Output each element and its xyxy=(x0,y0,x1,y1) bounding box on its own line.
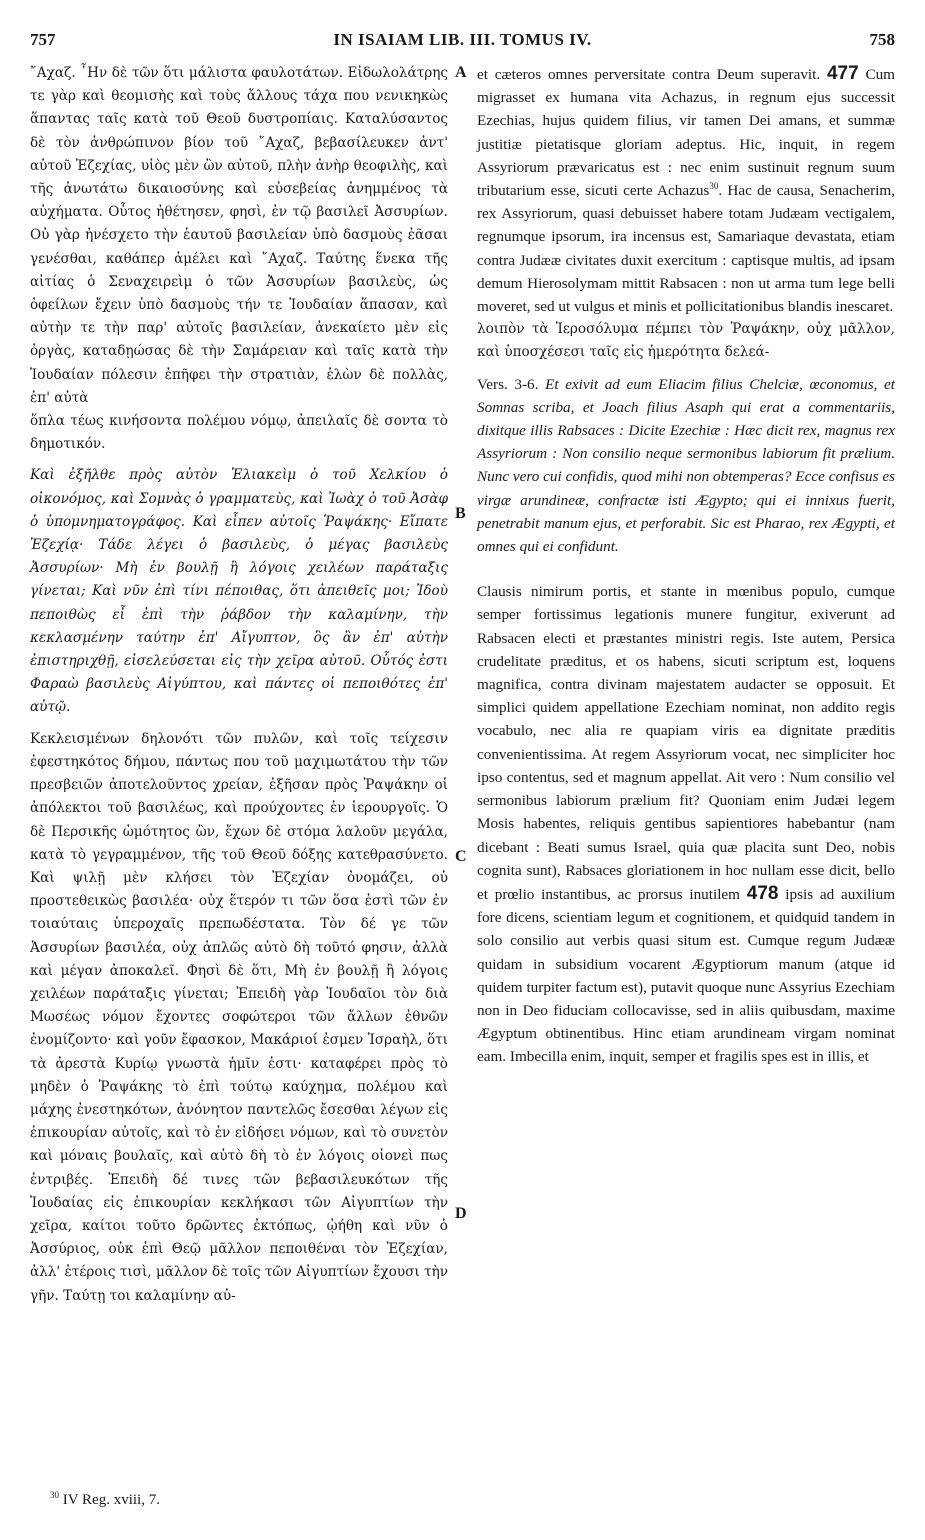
latin-commentary-end: ipsis ad auxilium fore dicens, scientiam legum et cognitionem, et quidquid tandem in solo consilio aut verbis quasi situm est. Cumque regum Judææ quidam in subsidium vocarent Ægyptiorum manum (atque id quidem turpiter factum est), putavit quoque nunc Assyrius Ezechiam non in Deo fiduciam collocavisse, sed in aliis quibusdam, maxime Ægyptum obtinentibus. Hinc etiam arundineam virgam nominat eam. Imbecilla enim, inquit, semper et fragilis spes est in illis, et xyxy=(477,885,896,1066)
footnote-mark: 30 xyxy=(50,1490,59,1500)
latin-paragraph-1-middle: Cum migrasset ex humana vita Achazus, in regnum ejus successit Ezechias, hujus quidem filius, vir tamen Dei amans, et summæ justitiæ pietatisque gloriam adeptus. Hic, inquit, in regem Assyriorum prævaricatus est : nec enim sustinuit regnum suum tributarium esse, sicuti certe Achazus xyxy=(477,66,895,200)
greek-paragraph-1: ῎Αχαζ. ῏Ην δὲ τῶν ὅτι μάλιστα φαυλοτάτων. Εἰδωλολάτρης τε γὰρ καὶ θεομισὴς καὶ τοὺς ἄλλους τάχα που νενικηκὼς ἅπαντας ταῖς κατὰ τοῦ Θεοῦ δυστροπίαις. Καταλύσαντος δὲ τὸν ἀνθρώπινον βίον τοῦ ῎Αχαζ, βεβασίλευκεν ἀντ' αὐτοῦ Ἐζεχίας, υἱὸς μὲν ὢν αὐτοῦ, πλὴν ἀνὴρ θεοφιλὴς, καὶ τῆς ἀνωτάτω δικαιοσύνης καὶ εὐσεβείας ἀνημμένος τὰ αὐχήματα. Οὗτος ἠθέτησεν, φησὶ, ἐν τῷ βασιλεῖ Ἀσσυρίων. Οὐ γὰρ ἠνέσχετο τὴν ἑαυτοῦ βασιλείαν ὑπὸ δασμοὺς ἐᾶσαι γενέσθαι, καθάπερ ἀμέλει καὶ ῎Αχαζ. Ταύτης ἕνεκα τῆς αἰτίας ὁ Σεναχειρεὶμ ὁ τῶν Ἀσσυρίων βασιλεὺς, ὡς ὀφείλων ἔχειν ὑπὸ δασμοὺς τήν τε Ἰουδαίαν ἅπασαν, καὶ αὐτὴν τε τὴν παρ' αὐτοῖς βασιλείαν, ἀνεκαίετο μὲν εἰς ὀργὰς, καταδῃώσας δὲ τὴν Σαμάρειαν καὶ ταῖς κατὰ τὴν Ἰουδαίαν πόλεσιν ἐπῆφει τὴν στρατιὰν, ἑλὼν δὲ πολλὰς, ἐπ' αὐτὰ xyxy=(30,65,448,406)
section-marker-c: C xyxy=(455,848,467,865)
column-number-478: 478 xyxy=(746,882,779,904)
column-number-477: 477 xyxy=(826,63,859,84)
latin-column xyxy=(477,62,895,1069)
greek-commentary: Κεκλεισμένων δηλονότι τῶν πυλῶν, καὶ τοῖς τείχεσιν ἐφεστηκότος δήμου, πάντως που τοῦ μαχιμωτάτου τὴν τῶν πρεσβειῶν ἀποτελοῦντος χρείαν, ἐξῆσαν πρὸς Ῥαψάκην οἱ ἀπόλεκτοι τοῦ βασιλέως, καὶ προύχοντες ἐν ἱερουργοῖς. Ὁ δὲ Περσικῆς ὠμότητος ὢν, ἔχων δὲ στόμα λαλοῦν μεγάλα, κατὰ τὸ γεγραμμένον, τῆς τοῦ Θεοῦ δόξης κατεθρασύνετο. Καὶ ψιλῇ μὲν κλήσει τὸν Ἐζεχίαν ὀνομάζει, οὐ προστεθεικὼς βασιλέα· οὐχ ἕτερόν τι τῶν ὅσα ἐστὶ τῶν ἐν τοιαύταις ὑπεροχαῖς πρεπωδέστατα. Τὸν δέ γε τῶν Ἀσσυρίων βασιλέα, οὐχ ἁπλῶς αὐτὸ δὴ τοῦτό φησιν, ἀλλὰ καὶ μέγαν ἀποκαλεῖ. Φησὶ δὲ ὅτι, Μὴ ἐν βουλῇ ἢ λόγοις χειλέων παράταξις γίνεται; Ἐπειδὴ γὰρ Ἰουδαῖοι τὸν διὰ Μωσέως νόμον ἔχοντες σοφώτεροι τῶν ἄλλων ἐθνῶν ἐνομίζοντο· καὶ γοῦν ἔφασκον, Μακάριοί ἐσμεν Ἰσραὴλ, ὅτι τὰ ἀρεστὰ Κυρίῳ γνωστὰ ἡμῖν ἐστι· καταφέρει πρὸς τὸ μηδὲν ὁ Ῥαψάκης τὸ ἐπὶ τούτῳ καύχημα, πολέμου καὶ μάχης ἐνεστηκότων, ἀνόνητον παντελῶς ἔσεσθαι λέγων εἰς ἐπικουρίαν αὐτοῖς, καὶ τὸ ἐν εἰδήσει νόμων, καὶ τὸ συνετὸν καὶ μόναις βουλαῖς, καὶ αὐτὸ δὴ τὸ ἐν λόγοις οἱονεὶ πως ἐντριβές. Ἐπειδὴ δέ τινες τῶν βεβασιλευκότων τῆς Ἰουδαίας εἰς ἐπικουρίαν κεκλήκασι τῶν Αἰγυπτίων τὴν χεῖρα, καίτοι τοῦτο δρῶντες ἐκτόπως, ᾠήθη καὶ νῦν ὁ Ἀσσύριος, οὐκ ἐπὶ Θεῷ μᾶλλον πεποιθέναι τὸν Ἐζεχίαν, ἀλλ' ἑτέροις τισὶ, μᾶλλον δὲ τοῖς τῶν Αἰγυπτίων ἔχουσι τὴν γῆν. Ταύτῃ τοι καλαμίνην αὐ- xyxy=(30,730,448,1304)
section-marker-a: A xyxy=(455,64,467,81)
footnote xyxy=(50,1492,160,1509)
running-header xyxy=(30,30,895,54)
greek-column xyxy=(30,62,448,1308)
footnote-ref: 30 xyxy=(709,180,719,191)
latin-paragraph-1-end: . Hac de causa, Senacherim, rex Assyriorum, quasi debuisset habere totam Judæam vectigalem, regnumque ipsorum, ira incensus est, Samariaque devastata, etiam contra Judææ civitates duxit exercitum : captisque multis, ad ipsam demum Hierosolymam mittit Rabsacen : non ut arma tum lege belli moveret, sed ut vulgus et minis et pollicitationibus blandis inescaret. xyxy=(477,182,895,316)
section-marker-d: D xyxy=(455,1205,467,1222)
running-title: IN ISAIAM LIB. III. TOMUS IV. xyxy=(333,30,592,49)
latin-paragraph-1-start: et cæteros omnes perversitate contra Deum superavit. xyxy=(477,66,821,83)
greek-scripture-quote: Καὶ ἐξῆλθε πρὸς αὐτὸν Ἐλιακεὶμ ὁ τοῦ Χελκίου ὁ οἰκονόμος, καὶ Σομνὰς ὁ γραμματεὺς, καὶ Ἰωὰχ ὁ τοῦ Ἀσὰφ ὁ ὑπομνηματογράφος. Καὶ εἶπεν αὐτοῖς Ῥαψάκης· Εἴπατε Ἐζεχίᾳ· Τάδε λέγει ὁ βασιλεὺς, ὁ μέγας βασιλεὺς Ἀσσυρίων· Μὴ ἐν βουλῇ ἢ λόγοις χειλέων παράταξις γίνεται; Καὶ νῦν ἐπὶ τίνι πέποιθας, ὅτι ἀπειθεῖς μοι; Ἰδοὺ πεποιθὼς εἶ ἐπὶ τὴν ῥάβδον τὴν καλαμίνην, τὴν κεκλασμένην ταύτην ἐπ' Αἴγυπτον, ὃς ἂν ἐπ' αὐτὴν ἐπιστηριχθῇ, εἰσελεύσεται εἰς τὴν χεῖρα αὐτοῦ. Οὗτός ἐστι Φαραὼ βασιλεὺς Αἰγύπτου, καὶ πάντες οἱ πεποιθότες ἐπ' αὐτῷ. xyxy=(30,467,448,716)
latin-verse xyxy=(477,373,895,559)
verse-text: Et exivit ad eum Eliacim filius Chelciæ, œconomus, et Somnas scriba, et Joach filius Asaph qui erat a commentariis, dixitque illis Rabsaces : Dicite Ezechiæ : Hæc dicit rex, magnus rex Assyriorum : Non consilio neque sermonibus labiorum fit prælium. Nunc vero cui confidis, quod mihi non obtemperas? Ecce confisus es virgæ arundineæ, confractæ isti Ægypto; qui ei innixus fuerit, penetrabit manum ejus, et perforabit. Sic est Pharao, rex Ægypti, et omnes qui ei confidunt. xyxy=(477,375,895,556)
greek-paragraph-1-end: ὅπλα τέως κινήσοντα πολέμου νόμῳ, ἀπειλαῖς δὲ σοντα τὸ δημοτικόν. xyxy=(30,413,448,453)
section-marker-b: B xyxy=(455,505,466,522)
greek-continuation-line: λοιπὸν τὰ Ἱεροσόλυμα πέμπει τὸν Ῥαψάκην, οὐχ μᾶλλον, καὶ ὑποσχέσεσι ταῖς εἰς ἡμερότητα δελεά- xyxy=(477,321,895,361)
footnote-text: IV Reg. xviii, 7. xyxy=(62,1492,160,1508)
latin-commentary-start: Clausis nimirum portis, et stante in mœnibus populo, cumque semper fortissimus legationis munere fungitur, exiverunt ad Rabsacen electi et præstantes ministri regis. Iste autem, Persica crudelitate præditus, et os habens, sicuti scriptum est, loquens magnifica, contra divinam majestatem audacter se opposuit. Et simplici quidem appellatione Ezechiam nominat, non addito regis vocabulo, nec alia re quapiam viris ea dignitate præditis convenientissima. At regem Assyriorum vocat, nec simpliciter hoc ipso contentus, sed et magnum appellat. Ait vero : Num consilio vel sermonibus labiorum prælium fit? Quoniam enim Judæi legem Mosis habentes, reliquis gentibus sapientiores habebantur (nam dicebant : Beati sumus Israel, quia quæ placita sunt Deo, nobis cognita sunt), Rabsaces gloriationem in hoc nullam esse dicit, bello et prœlio instantibus, ac prorsus inutilem xyxy=(477,583,895,903)
left-page-number: 757 xyxy=(30,30,56,49)
right-page-number: 758 xyxy=(869,30,895,49)
latin-commentary xyxy=(477,580,895,1068)
latin-paragraph-1 xyxy=(477,62,895,318)
verse-label: Vers. 3-6. xyxy=(477,375,539,393)
